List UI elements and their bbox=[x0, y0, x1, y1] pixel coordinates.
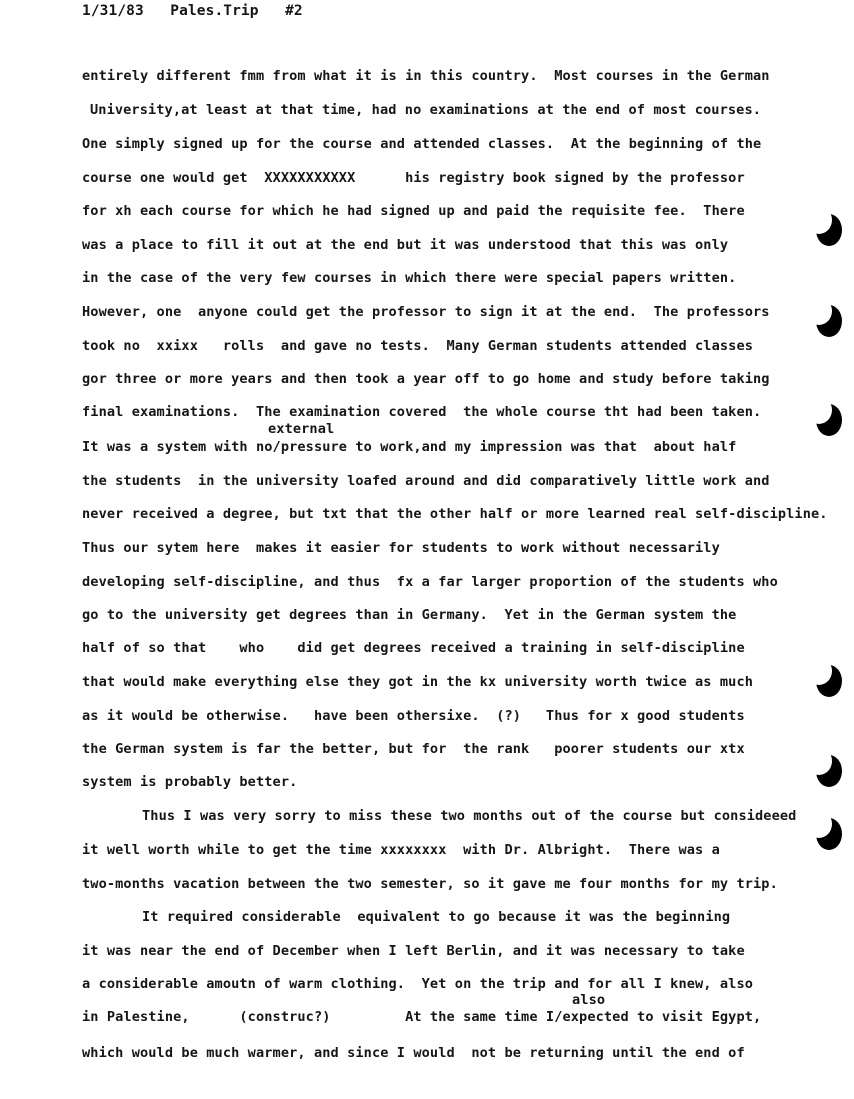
text-line: which would be much warmer, and since I would not be returning until the end of bbox=[82, 1045, 745, 1061]
text-line: in Palestine, (construc?) At the same time I/expected to visit Egypt, bbox=[82, 1009, 762, 1025]
binder-hole bbox=[816, 665, 842, 697]
binder-hole bbox=[816, 818, 842, 850]
text-line: Thus I was very sorry to miss these two months out of the course but consideeed bbox=[142, 808, 797, 824]
interlinear-insertion: external bbox=[268, 421, 335, 437]
interlinear-insertion: also bbox=[572, 992, 606, 1008]
text-line: University,at least at that time, had no examinations at the end of most courses. bbox=[90, 102, 762, 118]
text-line: Thus our sytem here makes it easier for students to work without necessarily bbox=[82, 540, 720, 556]
text-line: gor three or more years and then took a year off to go home and study before taking bbox=[82, 371, 770, 387]
text-line: However, one anyone could get the professor to sign it at the end. The professors bbox=[82, 304, 770, 320]
text-line: as it would be otherwise. have been othersixe. (?) Thus for x good students bbox=[82, 708, 745, 724]
text-line: developing self-discipline, and thus fx a far larger proportion of the students who bbox=[82, 574, 778, 590]
text-line: half of so that who did get degrees received a training in self-discipline bbox=[82, 640, 745, 656]
binder-hole bbox=[816, 305, 842, 337]
page-header: 1/31/83 Pales.Trip #2 bbox=[82, 3, 303, 19]
text-line: it was near the end of December when I left Berlin, and it was necessary to take bbox=[82, 943, 745, 959]
text-line: was a place to fill it out at the end but it was understood that this was only bbox=[82, 237, 729, 253]
text-line: in the case of the very few courses in which there were special papers written. bbox=[82, 270, 737, 286]
text-line: it well worth while to get the time xxxxxxxx with Dr. Albright. There was a bbox=[82, 842, 720, 858]
text-line: system is probably better. bbox=[82, 774, 298, 790]
text-line: One simply signed up for the course and attended classes. At the beginning of the bbox=[82, 136, 762, 152]
text-line: two-months vacation between the two semester, so it gave me four months for my trip. bbox=[82, 876, 778, 892]
text-line: never received a degree, but txt that the other half or more learned real self-discipline. bbox=[82, 506, 828, 522]
text-line: a considerable amoutn of warm clothing. Yet on the trip and for all I knew, also bbox=[82, 976, 754, 992]
text-line: final examinations. The examination covered the whole course tht had been taken. bbox=[82, 404, 762, 420]
text-line: for xh each course for which he had signed up and paid the requisite fee. There bbox=[82, 203, 745, 219]
text-line: the students in the university loafed around and did comparatively little work and bbox=[82, 473, 770, 489]
text-line: took no xxixx rolls and gave no tests. Many German students attended classes bbox=[82, 338, 754, 354]
text-line: It required considerable equivalent to go because it was the beginning bbox=[142, 909, 731, 925]
binder-hole bbox=[816, 755, 842, 787]
text-line: go to the university get degrees than in Germany. Yet in the German system the bbox=[82, 607, 737, 623]
text-line: entirely different fmm from what it is in this country. Most courses in the German bbox=[82, 68, 770, 84]
text-line: that would make everything else they got in the kx university worth twice as much bbox=[82, 674, 754, 690]
text-line: course one would get XXXXXXXXXXX his registry book signed by the professor bbox=[82, 170, 745, 186]
text-line: It was a system with no/pressure to work,and my impression was that about half bbox=[82, 439, 737, 455]
text-line: the German system is far the better, but for the rank poorer students our xtx bbox=[82, 741, 745, 757]
binder-hole bbox=[816, 214, 842, 246]
binder-hole bbox=[816, 404, 842, 436]
